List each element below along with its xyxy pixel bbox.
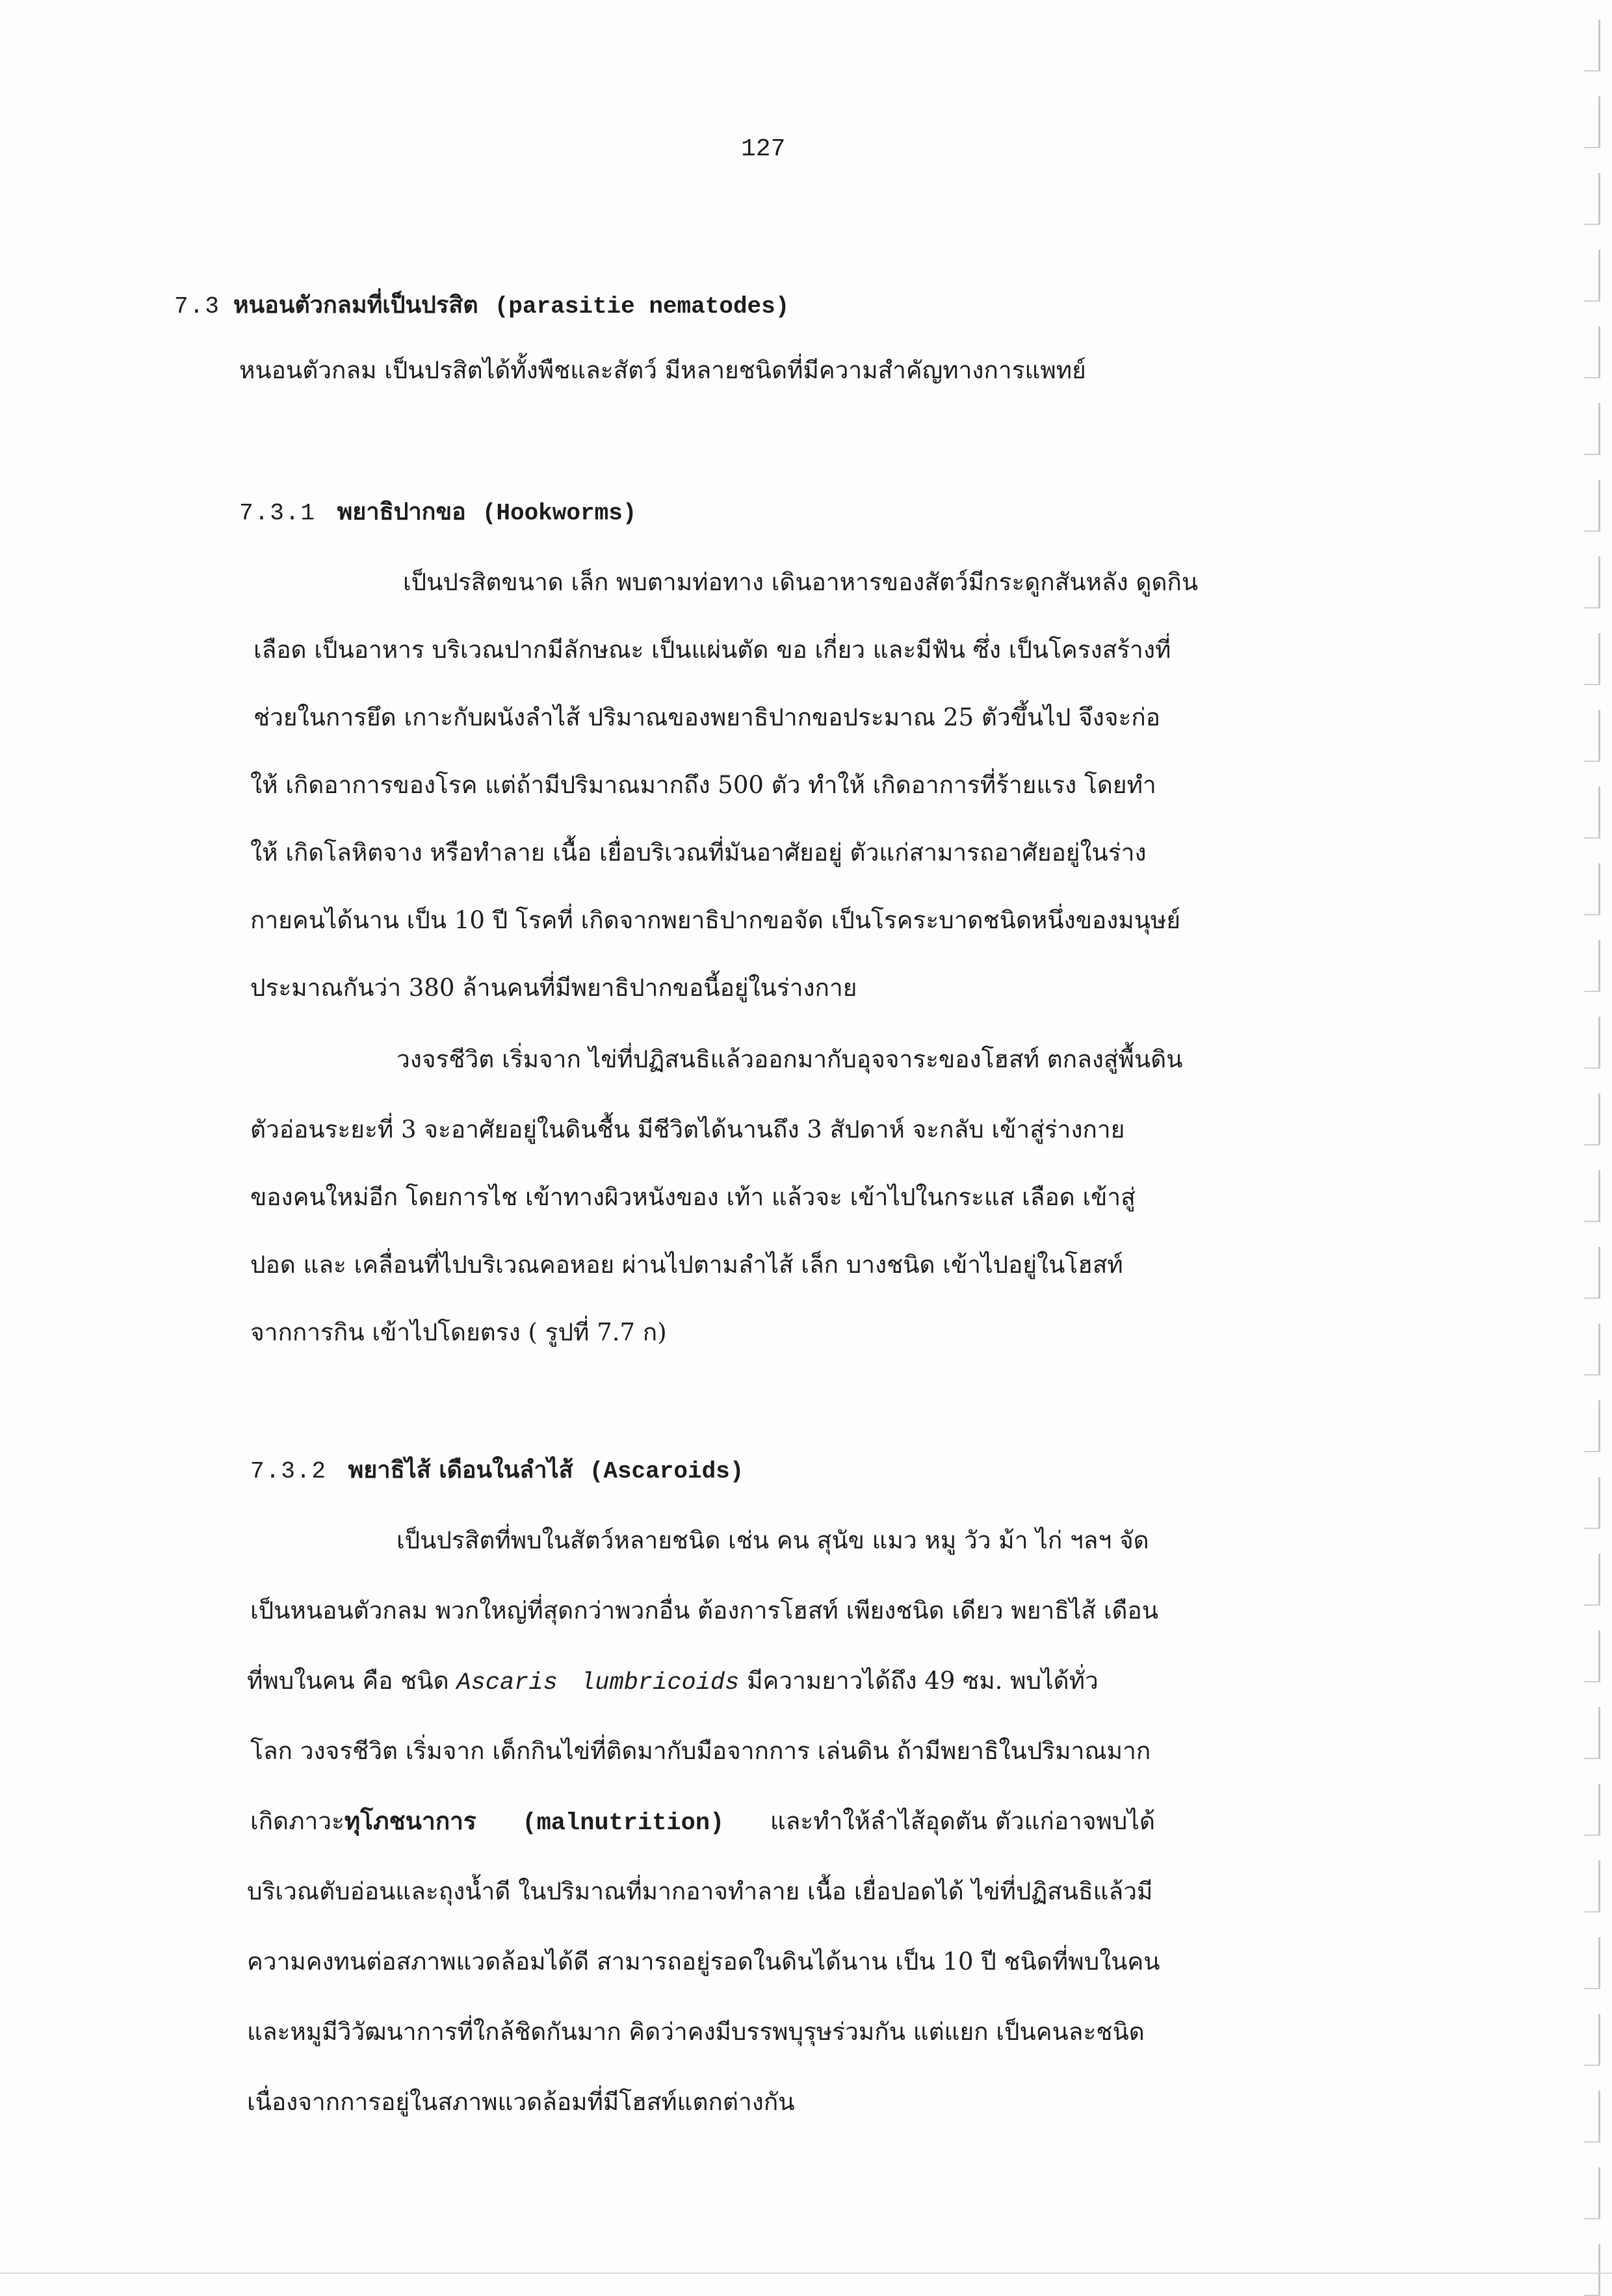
- binder-tab: [1584, 403, 1600, 455]
- ascaroid-line3: [247, 1662, 1098, 1700]
- ascaroid-line3-end: มีความยาวได้ถึง 49 ซม. พบได้ทั่ว: [739, 1667, 1098, 1695]
- binder-tab: [1584, 1477, 1600, 1529]
- ascaroid-line2: เป็นหนอนตัวกลม พวกใหญ่ที่สุดกว่าพวกอื่น ต้องการโฮสท์ เพียงชนิด เดียว พยาธิไส้ เดือน: [250, 1597, 1159, 1624]
- section-7-3-2-title-en: (Ascaroids): [589, 1458, 744, 1485]
- binder-edge: [1573, 0, 1612, 2283]
- binder-tab: [1584, 940, 1600, 992]
- section-7-3-2-number: 7.3.2: [250, 1458, 328, 1485]
- binder-tab: [1584, 1860, 1600, 1912]
- hookworm-para2-line1: วงจรชีวิต เริ่มจาก ไข่ที่ปฏิสนธิแล้วออกมากับอุจจาระของโฮสท์ ตกลงสู่พื้นดิน: [396, 1045, 1183, 1073]
- section-7-3-number: 7.3: [174, 293, 220, 320]
- binder-tab: [1584, 1170, 1600, 1222]
- page-number: 127: [741, 135, 786, 163]
- binder-tab: [1584, 1324, 1600, 1376]
- binder-tab: [1584, 173, 1600, 225]
- hookworm-para1-line2: เลือด เป็นอาหาร บริเวณปากมีลักษณะ เป็นแผ่นตัด ขอ เกี่ยว และมีฟัน ซึ่ง เป็นโครงสร้างที่: [254, 636, 1171, 664]
- binder-tab: [1584, 2014, 1600, 2066]
- ascaroid-line1: เป็นปรสิตที่พบในสัตว์หลายชนิด เช่น คน สุนัข แมว หมู วัว ม้า ไก่ ฯลฯ จัด: [396, 1526, 1149, 1554]
- ascaroid-line6: บริเวณตับอ่อนและถุงน้ำดี ในปริมาณที่มากอาจทำลาย เนื้อ เยื่อปอดได้ ไข่ที่ปฏิสนธิแล้วมี: [247, 1877, 1153, 1905]
- binder-tab: [1584, 633, 1600, 685]
- binder-tab: [1584, 20, 1600, 72]
- hookworm-para1-line5: ให้ เกิดโลหิตจาง หรือทำลาย เนื้อ เยื่อบริเวณที่มันอาศัยอยู่ ตัวแก่สามารถอาศัยอยู่ในร่าง: [250, 839, 1147, 867]
- hookworm-para2-line3: ของคนใหม่อีก โดยการไช เข้าทางผิวหนังของ เท้า แล้วจะ เข้าไปในกระแส เลือด เข้าสู่: [250, 1183, 1136, 1211]
- binder-tab: [1584, 1017, 1600, 1069]
- hookworm-para1-line6: กายคนได้นาน เป็น 10 ปี โรคที่ เกิดจากพยาธิปากขอจัด เป็นโรคระบาดชนิดหนึ่งของมนุษย์: [250, 906, 1181, 934]
- section-7-3-2-heading: [250, 1451, 744, 1488]
- binder-tab: [1584, 1554, 1600, 1606]
- section-7-3-heading: [174, 286, 789, 323]
- ascaroid-line9: เนื่องจากการอยู่ในสภาพแวดล้อมที่มีโฮสท์แตกต่างกัน: [247, 2088, 795, 2116]
- hookworm-para1-line4: ให้ เกิดอาการของโรค แต่ถ้ามีปริมาณมากถึง 500 ตัว ทำให้ เกิดอาการที่ร้ายแรง โดยทำ: [250, 771, 1156, 799]
- malnutrition-term-th: ทุโภชนาการ: [344, 1807, 476, 1835]
- binder-tab: [1584, 326, 1600, 378]
- section-7-3-title-en: (parasitie nematodes): [494, 293, 790, 320]
- binder-tab: [1584, 1093, 1600, 1145]
- binder-tab: [1584, 863, 1600, 915]
- binder-tab: [1584, 1784, 1600, 1836]
- binder-tab: [1584, 96, 1600, 148]
- ascaroid-line4: โลก วงจรชีวิต เริ่มจาก เด็กกินไข่ที่ติดมากับมือจากการ เล่นดิน ถ้ามีพยาธิในปริมาณมาก: [250, 1737, 1151, 1765]
- binder-tab: [1584, 2091, 1600, 2143]
- binder-tab: [1584, 480, 1600, 532]
- binder-tab: [1584, 2167, 1600, 2219]
- ascaroid-line5-start: เกิดภาวะ: [250, 1807, 344, 1835]
- page-bottom-edge: [0, 2273, 1612, 2274]
- binder-tab: [1584, 250, 1600, 302]
- section-7-3-1-number: 7.3.1: [239, 500, 317, 527]
- binder-tab: [1584, 1247, 1600, 1299]
- section-7-3-1-heading: [239, 493, 636, 530]
- hookworm-para2-line4: ปอด และ เคลื่อนที่ไปบริเวณคอหอย ผ่านไปตามลำไส้ เล็ก บางชนิด เข้าไปอยู่ในโฮสท์: [250, 1251, 1123, 1279]
- hookworm-para1-line1: เป็นปรสิตขนาด เล็ก พบตามท่อทาง เดินอาหารของสัตว์มีกระดูกสันหลัง ดูดกิน: [403, 568, 1199, 596]
- binder-tab: [1584, 1630, 1600, 1682]
- ascaroid-line8: และหมูมีวิวัฒนาการที่ใกล้ชิดกันมาก คิดว่าคงมีบรรพบุรุษร่วมกัน แต่แยก เป็นคนละชนิด: [247, 2018, 1145, 2046]
- binder-tab: [1584, 1707, 1600, 1759]
- hookworm-para2-line2: ตัวอ่อนระยะที่ 3 จะอาศัยอยู่ในดินชื้น มีชีวิตได้นานถึง 3 สัปดาห์ จะกลับ เข้าสู่ร่างกาย: [250, 1115, 1125, 1143]
- malnutrition-term-en: (malnutrition): [522, 1810, 725, 1837]
- binder-tab: [1584, 556, 1600, 608]
- binder-tab: [1584, 710, 1600, 762]
- ascaroid-line7: ความคงทนต่อสภาพแวดล้อมได้ดี สามารถอยู่รอดในดินได้นาน เป็น 10 ปี ชนิดที่พบในคน: [247, 1948, 1160, 1976]
- binder-tab: [1584, 787, 1600, 839]
- section-7-3-intro: หนอนตัวกลม เป็นปรสิตได้ทั้งพืชและสัตว์ มีหลายชนิดที่มีความสำคัญทางการแพทย์: [239, 356, 1086, 384]
- binder-tab: [1584, 1400, 1600, 1452]
- binder-tab: [1584, 1937, 1600, 1989]
- section-7-3-1-title-th: พยาธิปากขอ: [337, 498, 466, 525]
- species-epithet: lumbricoids: [580, 1669, 740, 1697]
- binder-tab: [1584, 2244, 1600, 2296]
- section-7-3-title-th: หนอนตัวกลมที่เป็นปรสิต: [233, 291, 478, 319]
- hookworm-para1-line3: ช่วยในการยึด เกาะกับผนังลำไส้ ปริมาณของพยาธิปากขอประมาณ 25 ตัวขึ้นไป จึงจะก่อ: [254, 703, 1161, 731]
- hookworm-para1-line7: ประมาณกันว่า 380 ล้านคนที่มีพยาธิปากขอนี้อยู่ในร่างกาย: [250, 974, 857, 1002]
- ascaroid-line5-end: และทำให้ลำไส้อุดตัน ตัวแก่อาจพบได้: [770, 1807, 1156, 1835]
- hookworm-para2-line5: จากการกิน เข้าไปโดยตรง ( รูปที่ 7.7 ก): [250, 1318, 667, 1346]
- section-7-3-1-title-en: (Hookworms): [482, 500, 637, 527]
- section-7-3-2-title-th: พยาธิไส้ เดือนในลำไส้: [348, 1456, 573, 1483]
- ascaroid-line3-start: ที่พบในคน คือ ชนิด: [247, 1667, 457, 1695]
- ascaroid-line5: [250, 1802, 1155, 1840]
- species-genus: Ascaris: [456, 1669, 558, 1697]
